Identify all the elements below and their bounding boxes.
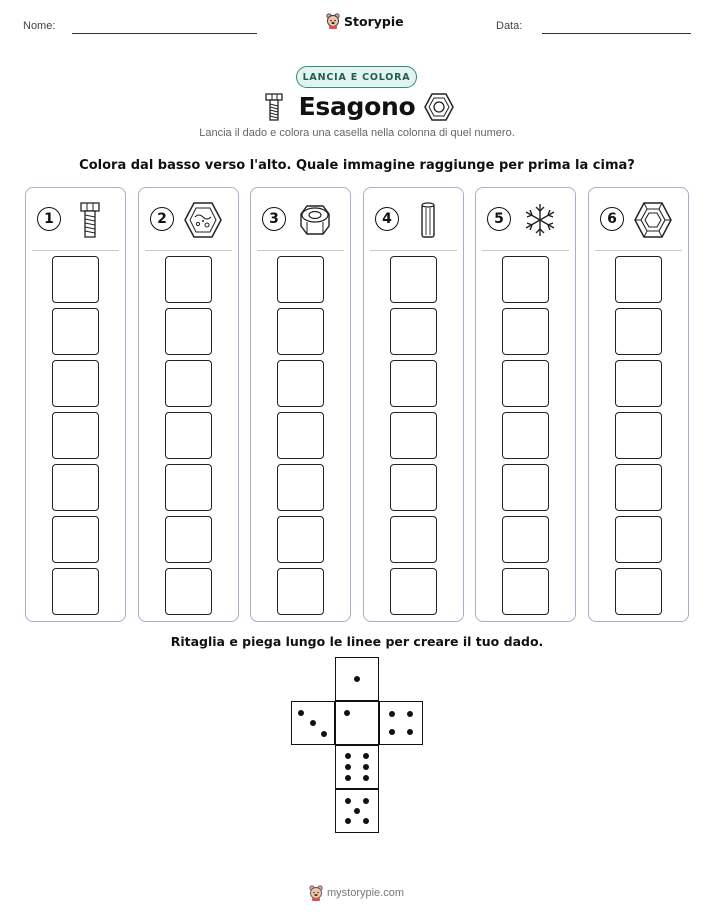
color-cell[interactable] bbox=[615, 568, 662, 615]
bear-mascot-icon bbox=[309, 885, 323, 901]
color-cell[interactable] bbox=[277, 360, 324, 407]
color-cell[interactable] bbox=[52, 308, 99, 355]
column-divider bbox=[370, 250, 457, 251]
dice-pip bbox=[363, 775, 369, 781]
color-cell[interactable] bbox=[615, 516, 662, 563]
dice-pip bbox=[321, 731, 327, 737]
color-cell[interactable] bbox=[277, 464, 324, 511]
column-number: 6 bbox=[600, 207, 624, 231]
color-cell[interactable] bbox=[615, 412, 662, 459]
color-cell[interactable] bbox=[502, 256, 549, 303]
date-label: Data: bbox=[496, 20, 523, 32]
column-4 bbox=[363, 187, 464, 622]
column-number: 3 bbox=[262, 207, 286, 231]
color-cell[interactable] bbox=[390, 360, 437, 407]
color-cell[interactable] bbox=[165, 360, 212, 407]
dice-pip bbox=[363, 764, 369, 770]
column-divider bbox=[257, 250, 344, 251]
dice-face-4 bbox=[379, 701, 423, 745]
column-divider bbox=[145, 250, 232, 251]
hexagon-plate-icon bbox=[183, 200, 223, 240]
color-cell[interactable] bbox=[390, 568, 437, 615]
color-cell[interactable] bbox=[390, 464, 437, 511]
dice-face-1 bbox=[335, 701, 379, 745]
color-cell[interactable] bbox=[277, 256, 324, 303]
color-cell[interactable] bbox=[390, 516, 437, 563]
bolt-icon bbox=[70, 200, 110, 240]
color-cell[interactable] bbox=[277, 412, 324, 459]
color-cell[interactable] bbox=[502, 360, 549, 407]
column-number: 5 bbox=[487, 207, 511, 231]
column-2 bbox=[138, 187, 239, 622]
color-cell[interactable] bbox=[52, 256, 99, 303]
color-cell[interactable] bbox=[52, 360, 99, 407]
dice-pip bbox=[344, 710, 350, 716]
dice-pip bbox=[407, 711, 413, 717]
color-cell[interactable] bbox=[165, 308, 212, 355]
dice-pip bbox=[345, 818, 351, 824]
column-3 bbox=[250, 187, 351, 622]
dice-pip bbox=[389, 711, 395, 717]
name-line[interactable] bbox=[72, 33, 257, 34]
column-6 bbox=[588, 187, 689, 622]
pencil-icon bbox=[408, 200, 448, 240]
color-cell[interactable] bbox=[52, 568, 99, 615]
activity-badge: LANCIA E COLORA bbox=[296, 66, 417, 88]
color-cell[interactable] bbox=[165, 464, 212, 511]
color-cell[interactable] bbox=[277, 516, 324, 563]
color-cell[interactable] bbox=[52, 412, 99, 459]
color-cell[interactable] bbox=[502, 568, 549, 615]
dice-face-1 bbox=[335, 657, 379, 701]
color-cell[interactable] bbox=[277, 308, 324, 355]
column-1 bbox=[25, 187, 126, 622]
color-cell[interactable] bbox=[615, 308, 662, 355]
hex-nut-icon bbox=[295, 200, 335, 240]
name-label: Nome: bbox=[23, 20, 56, 32]
dice-face-6 bbox=[335, 745, 379, 789]
color-cell[interactable] bbox=[615, 256, 662, 303]
cut-instruction: Ritaglia e piega lungo le linee per creare il tuo dado. bbox=[170, 634, 544, 649]
dice-pip bbox=[354, 808, 360, 814]
dice-pip bbox=[298, 710, 304, 716]
column-divider bbox=[32, 250, 119, 251]
color-cell[interactable] bbox=[165, 516, 212, 563]
hexagon-icon bbox=[633, 200, 673, 240]
column-5 bbox=[475, 187, 576, 622]
snowflake-icon bbox=[520, 200, 560, 240]
subtitle: Lancia il dado e colora una casella nella colonna di quel numero. bbox=[199, 127, 515, 139]
color-cell[interactable] bbox=[390, 412, 437, 459]
color-cell[interactable] bbox=[277, 568, 324, 615]
color-cell[interactable] bbox=[502, 464, 549, 511]
dice-pip bbox=[345, 775, 351, 781]
column-number: 4 bbox=[375, 207, 399, 231]
dice-pip bbox=[389, 729, 395, 735]
color-cell[interactable] bbox=[165, 256, 212, 303]
column-divider bbox=[595, 250, 682, 251]
instruction: Colora dal basso verso l'alto. Quale immagine raggiunge per prima la cima? bbox=[79, 158, 635, 173]
dice-pip bbox=[363, 798, 369, 804]
color-cell[interactable] bbox=[390, 308, 437, 355]
bear-mascot-icon bbox=[326, 13, 340, 29]
brand-name: Storypie bbox=[344, 13, 404, 29]
dice-pip bbox=[407, 729, 413, 735]
dice-pip bbox=[345, 753, 351, 759]
dice-pip bbox=[354, 676, 360, 682]
dice-pip bbox=[363, 818, 369, 824]
dice-pip bbox=[363, 753, 369, 759]
column-divider bbox=[482, 250, 569, 251]
color-cell[interactable] bbox=[615, 464, 662, 511]
date-line[interactable] bbox=[542, 33, 691, 34]
color-cell[interactable] bbox=[615, 360, 662, 407]
color-cell[interactable] bbox=[502, 516, 549, 563]
dice-pip bbox=[345, 798, 351, 804]
color-cell[interactable] bbox=[390, 256, 437, 303]
color-cell[interactable] bbox=[52, 516, 99, 563]
page-title: Esagono bbox=[298, 92, 416, 121]
column-number: 2 bbox=[150, 207, 174, 231]
column-number: 1 bbox=[37, 207, 61, 231]
dice-pip bbox=[310, 720, 316, 726]
brand-logo bbox=[326, 13, 404, 29]
color-cell[interactable] bbox=[502, 412, 549, 459]
dice-pip bbox=[345, 764, 351, 770]
color-cell[interactable] bbox=[165, 412, 212, 459]
dice-face-3 bbox=[291, 701, 335, 745]
dice-face-5 bbox=[335, 789, 379, 833]
footer-url: mystorypie.com bbox=[327, 887, 405, 899]
footer bbox=[309, 885, 404, 901]
color-cell[interactable] bbox=[165, 568, 212, 615]
hex-nut-icon bbox=[424, 93, 454, 121]
color-cell[interactable] bbox=[502, 308, 549, 355]
color-cell[interactable] bbox=[52, 464, 99, 511]
